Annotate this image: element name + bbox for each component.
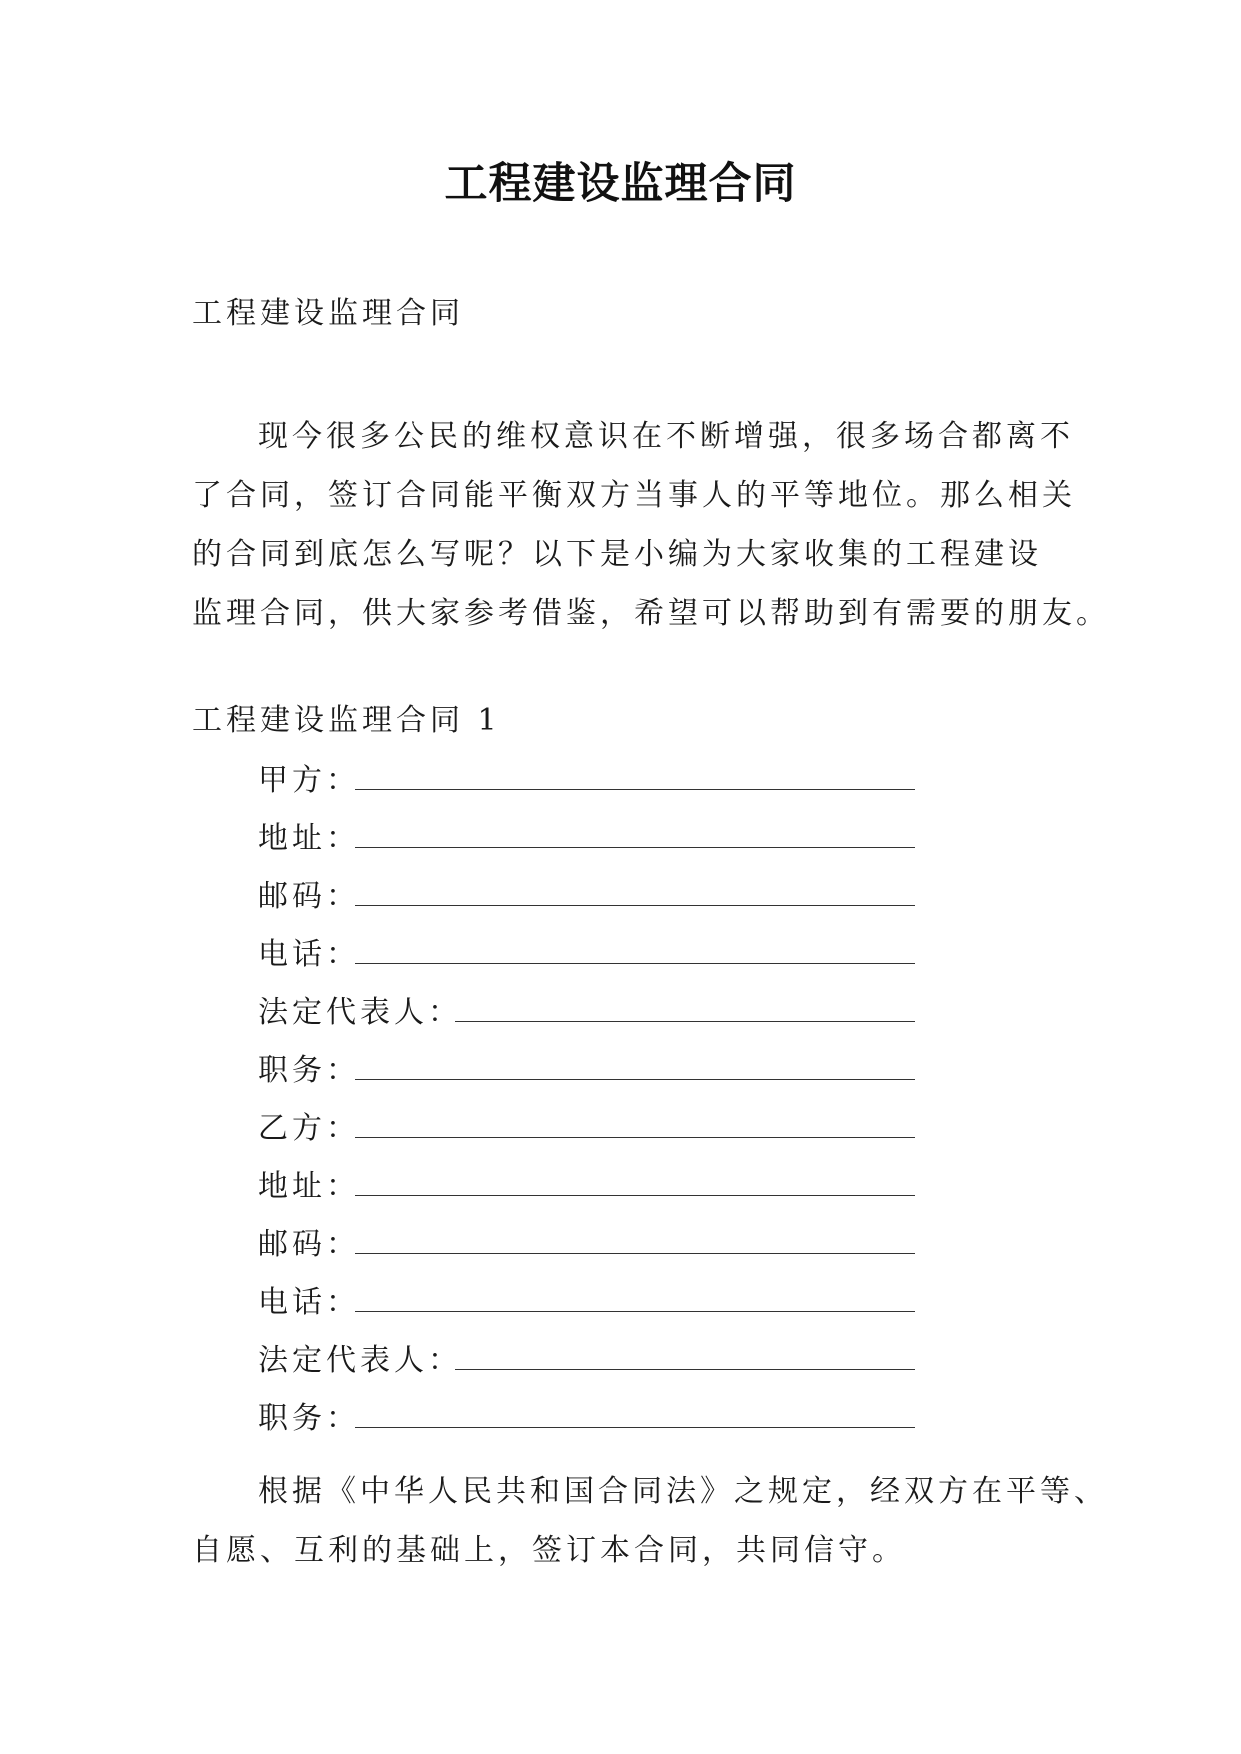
party-b-phone-blank[interactable]: [355, 1311, 915, 1312]
party-a-position-field: [258, 1051, 360, 1091]
party-b-blank[interactable]: [355, 1137, 915, 1138]
intro-paragraph: [192, 407, 1110, 643]
party-b-phone-field: [258, 1283, 360, 1323]
closing-line: 根据《中华人民共和国合同法》之规定，经双方在平等、: [258, 1474, 1108, 1509]
party-a-position-blank[interactable]: [355, 1079, 915, 1080]
party-b-position-field: [258, 1399, 360, 1439]
field-label: 乙方：: [258, 1111, 360, 1146]
intro-line: 的合同到底怎么写呢？以下是小编为大家收集的工程建设: [192, 537, 1042, 572]
closing-paragraph: [192, 1462, 1108, 1580]
document-title: 工程建设监理合同: [444, 159, 797, 209]
field-label: 邮码：: [258, 879, 360, 914]
party-a-address-field: [258, 819, 360, 859]
party-a-phone-blank[interactable]: [355, 963, 915, 964]
party-b-address-field: [258, 1167, 360, 1207]
party-a-legal-rep-field: [258, 993, 462, 1033]
field-label: 电话：: [258, 1285, 360, 1320]
party-b-position-blank[interactable]: [355, 1427, 915, 1428]
field-label: 法定代表人：: [258, 995, 462, 1030]
field-label: 职务：: [258, 1053, 360, 1088]
party-b-address-blank[interactable]: [355, 1195, 915, 1196]
party-b-postcode-field: [258, 1225, 360, 1265]
party-b-legal-rep-blank[interactable]: [455, 1369, 915, 1370]
intro-line: 现今很多公民的维权意识在不断增强，很多场合都离不: [258, 419, 1074, 454]
party-a-blank[interactable]: [355, 789, 915, 790]
field-label: 职务：: [258, 1401, 360, 1436]
field-label: 邮码：: [258, 1227, 360, 1262]
intro-line: 监理合同，供大家参考借鉴，希望可以帮助到有需要的朋友。: [192, 596, 1110, 631]
party-b-postcode-blank[interactable]: [355, 1253, 915, 1254]
field-label: 地址：: [258, 1169, 360, 1204]
party-a-postcode-field: [258, 877, 360, 917]
party-a-phone-field: [258, 935, 360, 975]
intro-line: 了合同，签订合同能平衡双方当事人的平等地位。那么相关: [192, 478, 1076, 513]
party-a-address-blank[interactable]: [355, 847, 915, 848]
party-b-field: [258, 1109, 360, 1149]
field-label: 地址：: [258, 821, 360, 856]
party-a-field: [258, 761, 360, 801]
field-label: 电话：: [258, 937, 360, 972]
section-heading: 工程建设监理合同 1: [192, 703, 501, 738]
party-b-legal-rep-field: [258, 1341, 462, 1381]
document-subtitle: 工程建设监理合同: [192, 296, 464, 331]
closing-line: 自愿、互利的基础上，签订本合同，共同信守。: [192, 1533, 906, 1568]
field-label: 甲方：: [258, 763, 360, 798]
party-a-postcode-blank[interactable]: [355, 905, 915, 906]
field-label: 法定代表人：: [258, 1343, 462, 1378]
party-a-legal-rep-blank[interactable]: [455, 1021, 915, 1022]
